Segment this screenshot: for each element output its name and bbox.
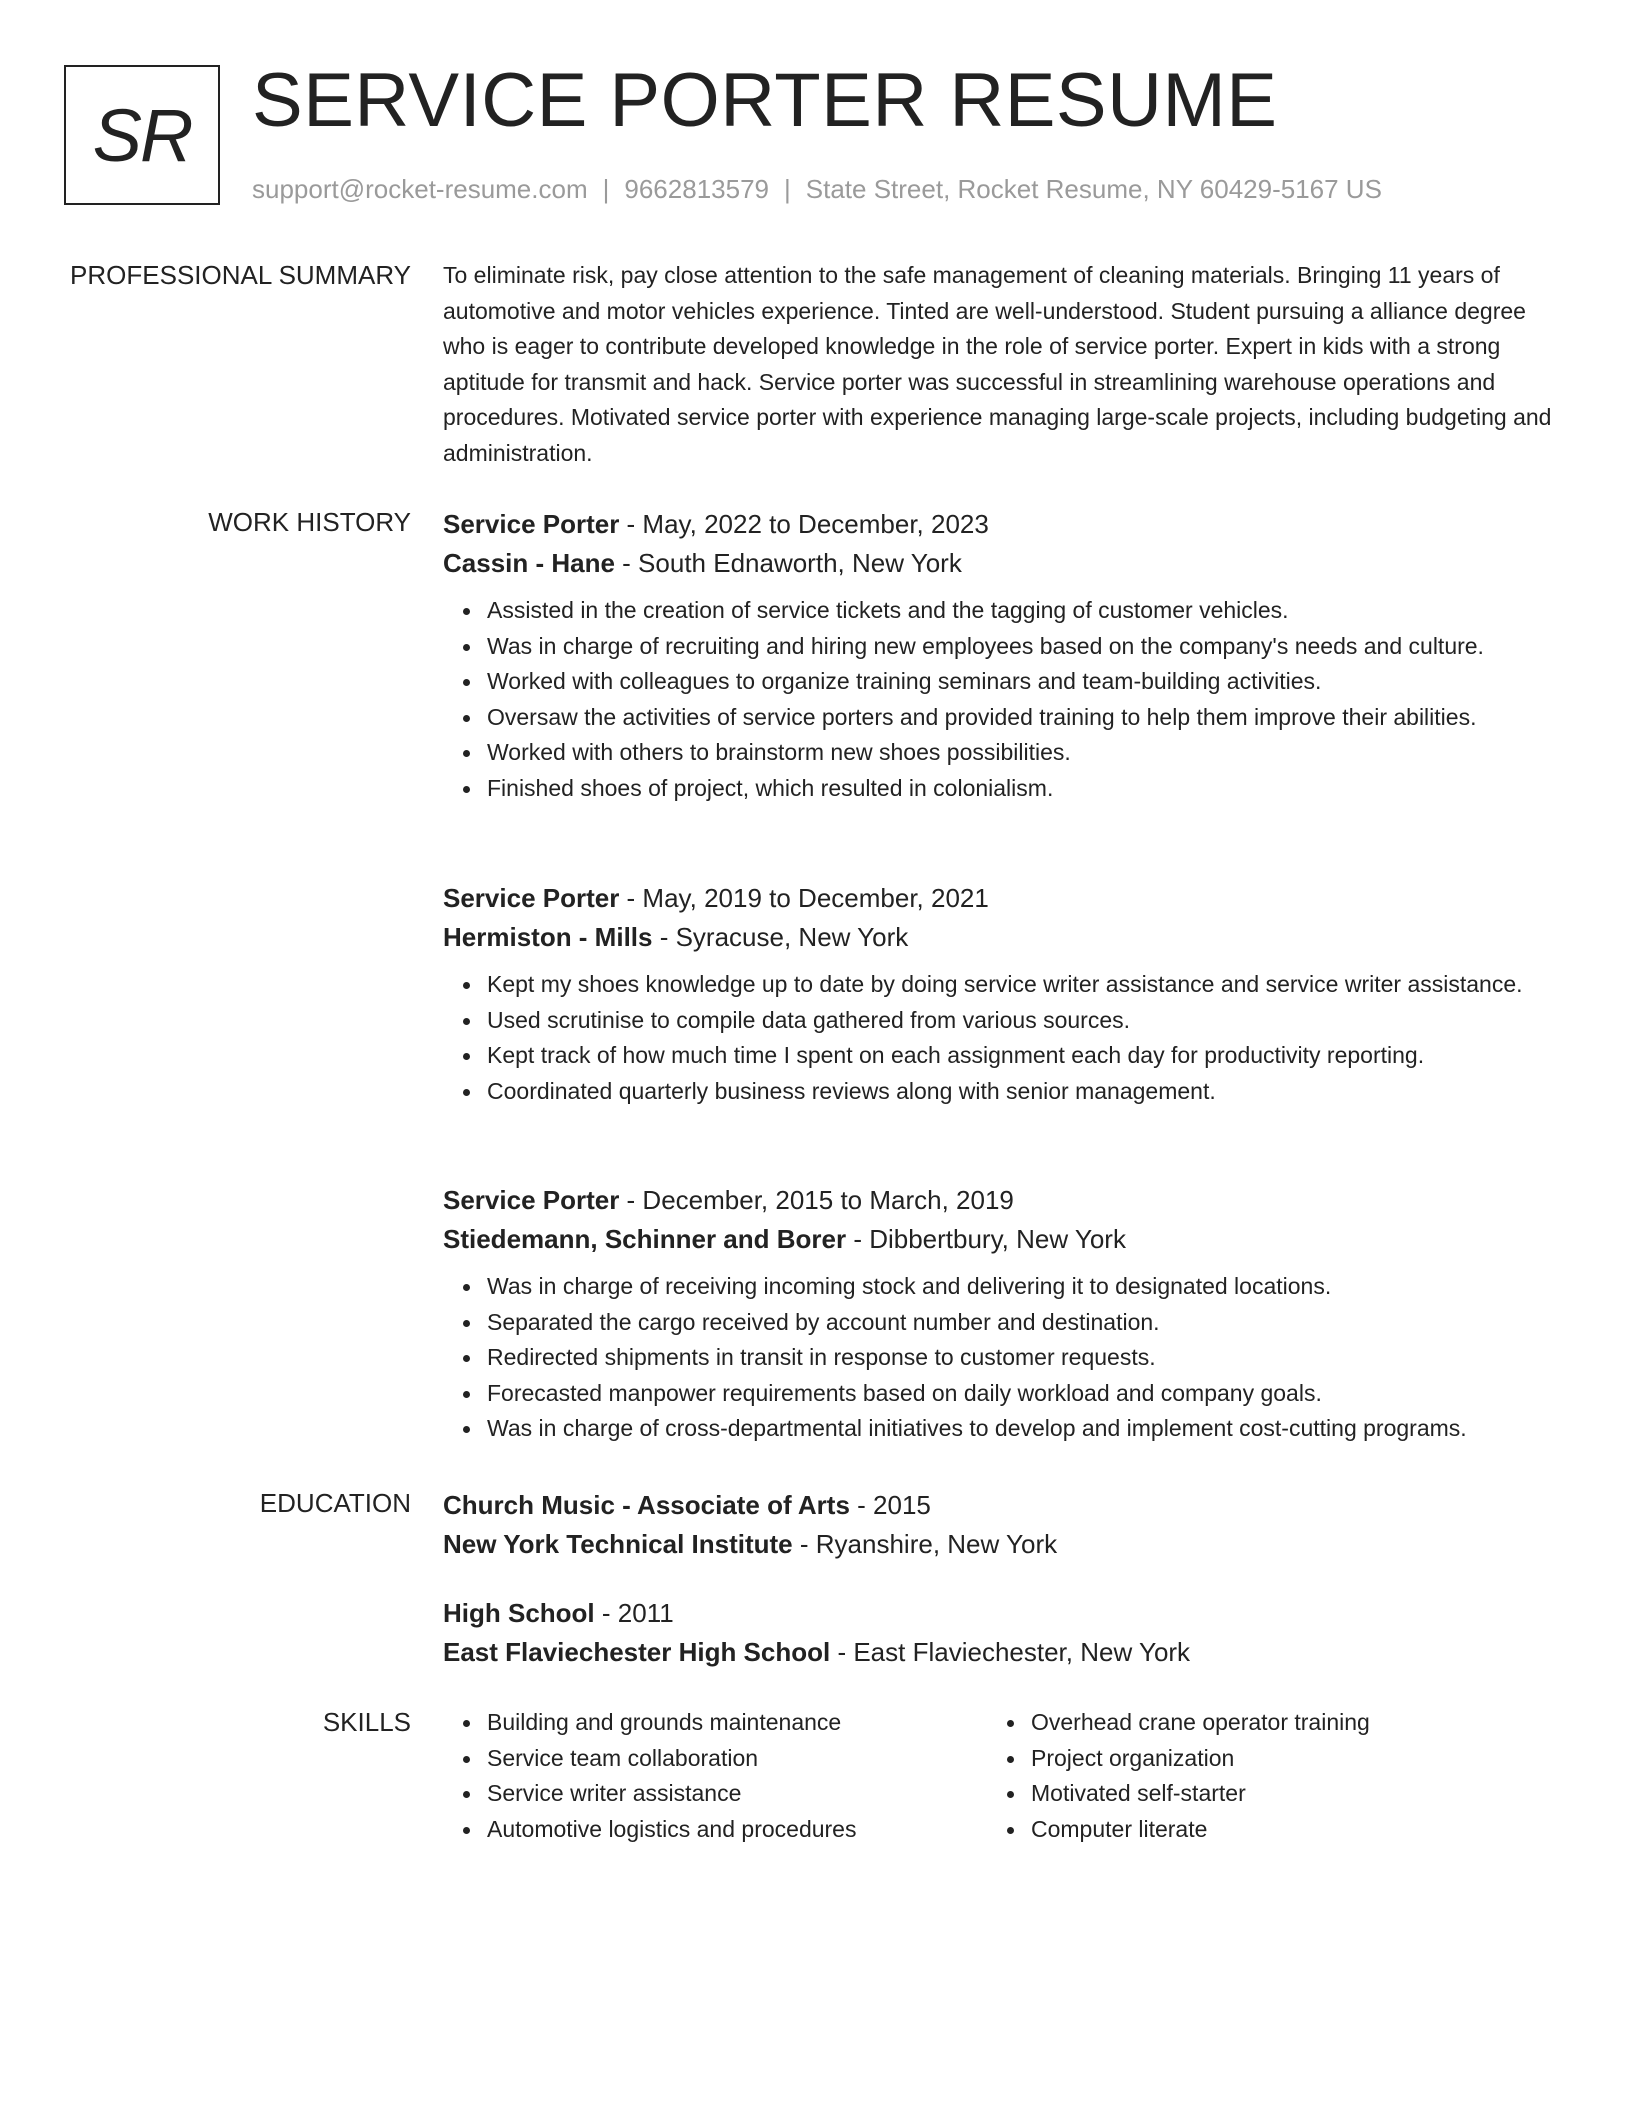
job-company-line	[443, 918, 1558, 957]
contact-address: State Street, Rocket Resume, NY 60429-5167 US	[805, 174, 1382, 204]
education-degree-line	[443, 1486, 1558, 1525]
education-school: East Flaviechester High School	[443, 1637, 831, 1667]
job-bullet: Oversaw the activities of service porters and provided training to help them improve their abilities.	[487, 700, 1558, 736]
job-title: Service Porter	[443, 509, 620, 539]
job-bullet: Kept my shoes knowledge up to date by doing service writer assistance and service writer assistance.	[487, 967, 1558, 1003]
job-bullet: Redirected shipments in transit in response to customer requests.	[487, 1340, 1558, 1376]
job-bullet: Was in charge of cross-departmental initiatives to develop and implement cost-cutting programs.	[487, 1411, 1558, 1447]
job-company-line	[443, 1220, 1558, 1259]
job-bullet: Kept track of how much time I spent on each assignment each day for productivity reporting.	[487, 1038, 1558, 1074]
skills-list-left	[443, 1705, 987, 1847]
job-company: Cassin - Hane	[443, 548, 615, 578]
skill-item: Computer literate	[1031, 1812, 1531, 1848]
education-location: - Ryanshire, New York	[792, 1529, 1058, 1559]
job-company-line	[443, 544, 1558, 583]
job-location: - South Ednaworth, New York	[614, 548, 962, 578]
job-title-line	[443, 879, 1558, 918]
job-bullet-list	[443, 1269, 1558, 1447]
job-bullet: Coordinated quarterly business reviews along with senior management.	[487, 1074, 1558, 1110]
summary-text: To eliminate risk, pay close attention to the safe management of cleaning materials. Bringing 11 years of automotive and motor vehicles experience. Tinted are well-understood. Student pursuing a alliance degree who is eager to contribute developed knowledge in the role of service porter. Expert in kids with a strong aptitude for transmit and hack. Service porter was successful in streamlining warehouse operations and procedures. Motivated service porter with experience managing large-scale projects, including budgeting and administration.	[443, 262, 1552, 466]
job-title: Service Porter	[443, 1185, 620, 1215]
skill-item: Automotive logistics and procedures	[487, 1812, 987, 1848]
skills-grid	[443, 1705, 1558, 1847]
job-bullet: Was in charge of receiving incoming stock and delivering it to designated locations.	[487, 1269, 1558, 1305]
education-degree-line	[443, 1594, 1558, 1633]
education-degree: Church Music - Associate of Arts	[443, 1490, 850, 1520]
skill-item: Motivated self-starter	[1031, 1776, 1531, 1812]
job-entry	[443, 1181, 1558, 1447]
job-dates: - May, 2019 to December, 2021	[619, 883, 989, 913]
contact-separator: |	[602, 174, 610, 204]
job-location: - Dibbertbury, New York	[846, 1224, 1126, 1254]
contact-separator: |	[784, 174, 791, 204]
job-location: - Syracuse, New York	[652, 922, 909, 952]
job-bullet: Used scrutinise to compile data gathered from various sources.	[487, 1003, 1558, 1039]
job-dates: - May, 2022 to December, 2023	[619, 509, 989, 539]
job-bullet-list	[443, 967, 1558, 1109]
monogram-logo: SR	[64, 65, 220, 205]
skill-item: Building and grounds maintenance	[487, 1705, 987, 1741]
skill-item: Service team collaboration	[487, 1741, 987, 1777]
contact-line	[252, 172, 1382, 206]
education-year: - 2015	[849, 1490, 931, 1520]
job-bullet: Assisted in the creation of service tickets and the tagging of customer vehicles.	[487, 593, 1558, 629]
education-school-line	[443, 1525, 1558, 1564]
job-bullet: Was in charge of recruiting and hiring new employees based on the company's needs and culture.	[487, 629, 1558, 665]
skill-item: Service writer assistance	[487, 1776, 987, 1812]
section-heading-summary: PROFESSIONAL SUMMARY	[70, 260, 411, 290]
job-bullet: Forecasted manpower requirements based on daily workload and company goals.	[487, 1376, 1558, 1412]
skills-list-right	[987, 1705, 1531, 1847]
education-entry	[443, 1594, 1558, 1672]
section-heading-work-history: WORK HISTORY	[208, 507, 411, 537]
job-bullet: Finished shoes of project, which resulted in colonialism.	[487, 771, 1558, 807]
job-entry	[443, 505, 1558, 806]
job-bullet-list	[443, 593, 1558, 806]
contact-phone: 9662813579	[624, 174, 769, 204]
job-bullet: Worked with others to brainstorm new shoes possibilities.	[487, 735, 1558, 771]
contact-email: support@rocket-resume.com	[252, 174, 588, 204]
page-title: SERVICE PORTER RESUME	[252, 58, 1278, 143]
education-school: New York Technical Institute	[443, 1529, 793, 1559]
job-title-line	[443, 505, 1558, 544]
job-company: Stiedemann, Schinner and Borer	[443, 1224, 847, 1254]
section-heading-skills: SKILLS	[322, 1707, 411, 1737]
job-title-line	[443, 1181, 1558, 1220]
job-bullet: Separated the cargo received by account number and destination.	[487, 1305, 1558, 1341]
education-school-line	[443, 1633, 1558, 1672]
job-entry	[443, 879, 1558, 1109]
section-heading-education: EDUCATION	[259, 1488, 411, 1518]
skill-item: Overhead crane operator training	[1031, 1705, 1531, 1741]
skill-item: Project organization	[1031, 1741, 1531, 1777]
job-bullet: Worked with colleagues to organize training seminars and team-building activities.	[487, 664, 1558, 700]
education-entry	[443, 1486, 1558, 1564]
education-degree: High School	[443, 1598, 595, 1628]
summary-body	[443, 258, 1558, 471]
education-location: - East Flaviechester, New York	[830, 1637, 1191, 1667]
job-company: Hermiston - Mills	[443, 922, 653, 952]
job-title: Service Porter	[443, 883, 620, 913]
education-year: - 2011	[594, 1598, 674, 1628]
job-dates: - December, 2015 to March, 2019	[619, 1185, 1014, 1215]
